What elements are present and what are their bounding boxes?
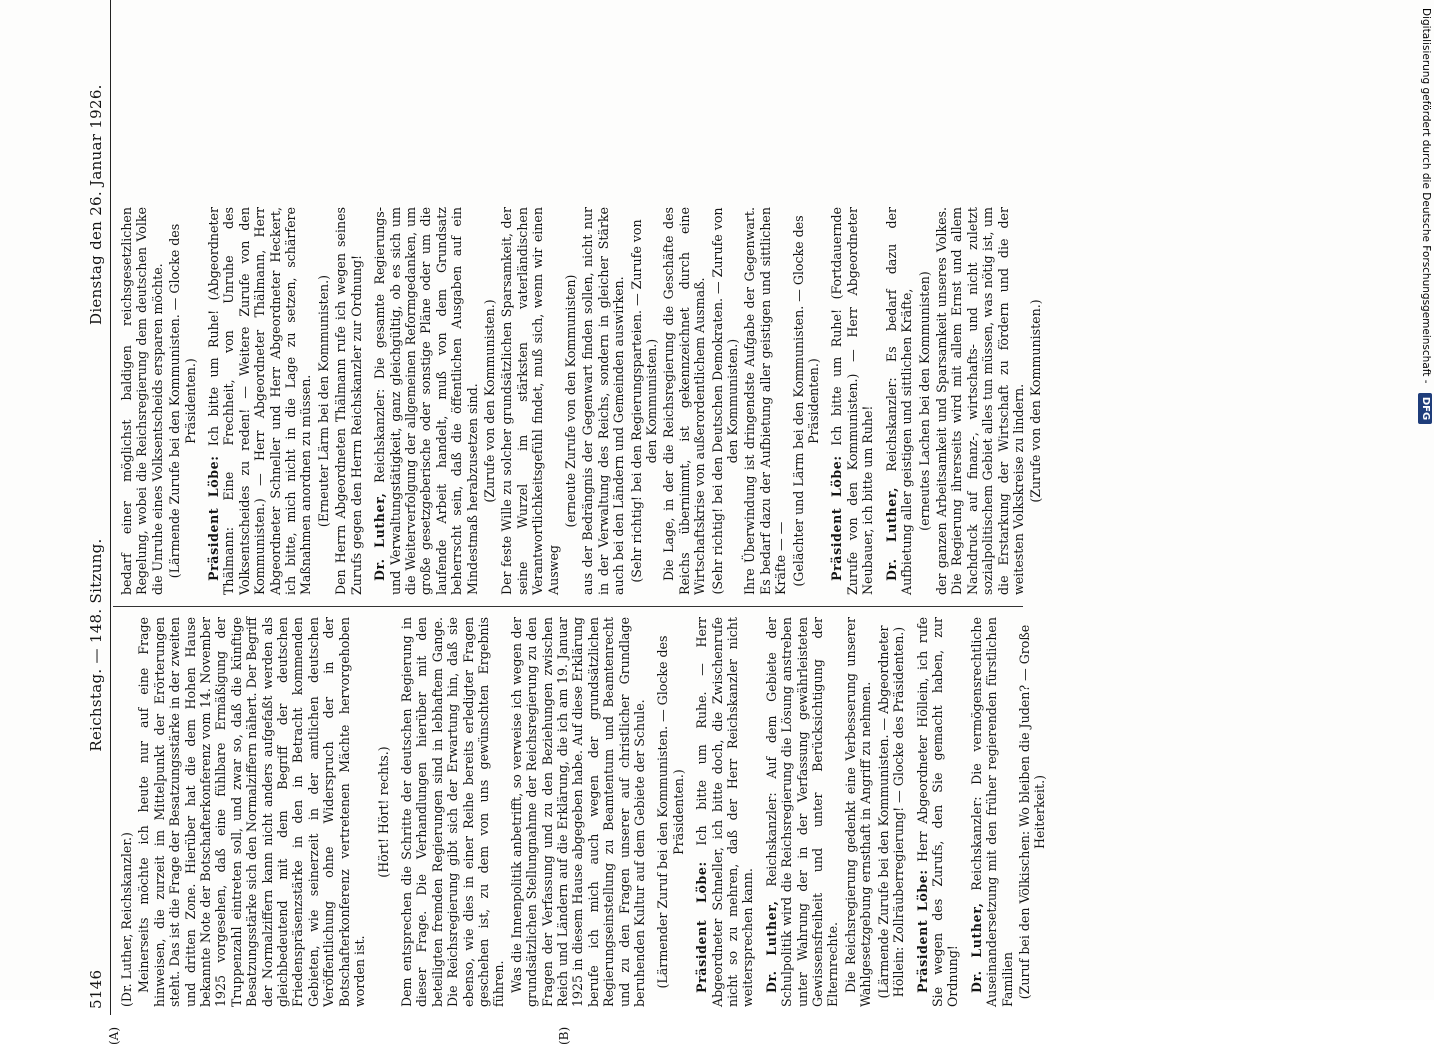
paragraph [655,617,686,1007]
paragraph [764,617,841,1007]
paragraph-text: (Hört! Hört! rechts.) [375,746,391,878]
digitization-credit: Digitalisierung gefördert durch die Deutsche Forschungsgemeinschaft - [1420,8,1432,384]
paragraph [1028,207,1043,595]
speaker-name: Dr. Luther, [372,492,388,581]
paragraph [969,617,1015,1007]
paragraph [876,617,907,1007]
paragraph [499,207,561,595]
paragraph-text: Herr Abgeordneter Höllein, ich rufe Sie wegen des Zurufs, den Sie gemacht haben, zur Ordnung! [914,617,961,1007]
paragraph [482,207,497,595]
page-number: 5146 [87,969,105,1009]
speaker-name: Dr. Luther, [968,902,984,993]
paragraph [376,617,391,1007]
paragraph-text: Reichskanzler: Es bedarf dazu der Aufbietung aller geistigen und sittlichen Kräfte, [883,207,915,595]
margin-marker-b: (B) [557,1026,571,1045]
paragraph-text: (Zurufe von den Kommunisten.) [1028,299,1044,503]
rotated-document-page [87,75,1347,1045]
paragraph [333,207,364,595]
paragraph-text: (Sehr richtig! bei den Deutschen Demokraten. — Zurufe von den Kommunisten.) [709,207,741,595]
margin-marker-a: (A) [107,1026,121,1045]
paragraph [694,617,756,1007]
paragraph [119,617,134,1007]
paragraph-text: Was die Innenpolitik anbetrifft, so verweise ich wegen der grundsätzlichen Stellungnahme der Reichsregierung zu den Fragen der Verfassung und zu den Beziehungen zwischen Reich und Ländern auf die Erklärung, die ich am 19. Januar 1925 in diesem Hause abgegeben habe. Auf diese Erklärung berufe ich mich auch wegen der grundsätzlichen Regierungseinstellung zu Beamtentum und Beamtenrecht und zu den Fragen unserer auf christlicher Grundlage beruhenden Kultur auf dem Gebiete der Schule. [508,617,647,1007]
speaker-name: Dr. Luther, [883,486,899,581]
paragraph-text: (Dr. Luther, Reichskanzler.) [119,832,134,1007]
speaker-name: Präsident Löbe: [914,869,930,993]
paragraph-text: (Zuruf bei den Völkischen: Wo bleiben die Juden? — Große Heiterkeit.) [1016,624,1048,1000]
paragraph [791,207,822,595]
paragraph-text: (Lärmende Zurufe bei den Kommunisten. — Glocke des Präsidenten.) [167,223,198,579]
paragraph [119,207,165,595]
paragraph-text: (Lärmender Zuruf bei den Kommunisten. — Glocke des Präsidenten.) [655,635,686,989]
paragraph-text: der ganzen Arbeitsamkeit und Sparsamkeit unseres Volkes. Die Regierung ihrerseits wird mit allem Ernst und allem Nachdruck auf finanz-, wirtschafts- und nicht zuletzt sozialpolitischem Gebiet alles tun müssen, was nötig ist, um die Erstarkung der Wirtschaft zu fördern und die der weitesten Volkskreise zu lindern. [933,207,1026,595]
session-title: Reichstag. — 148. Sitzung. [87,538,105,752]
paragraph-text: (erneute Zurufe von den Kommunisten) [562,274,578,528]
paragraph [934,207,1026,595]
paragraph [580,207,626,595]
paragraph [915,617,961,1007]
paragraph-text: Ihre Überwindung ist dringendste Aufgabe der Gegenwart. Es bedarf dazu der Aufbietung aller geistigen und sittlichen Kräfte — — [742,207,789,595]
paragraph [843,617,874,1007]
paragraph [399,617,507,1007]
paragraph [563,207,578,595]
paragraph-text: Ich bitte um Ruhe! (Abgeordneter Thälmann: Eine Frechheit, von Unruhe des Volksentscheides zu reden! — Weitere Zurufe von den Kommunisten.) — Herr Abgeordneter Thälmann, Herr Abgeordneter Schneller und Herr Abgeordneter Heckert, ich bitte, mich nicht in die Lage zu setzen, schärfere Maßnahmen anordnen zu müssen. [206,206,314,595]
paragraph-text: (Erneuter Lärm bei den Kommunisten.) [315,274,331,528]
running-head [87,0,109,1015]
paragraph-text: Den Herrn Abgeordneten Thälmann rufe ich wegen seines Zurufs gegen den Herrn Reichskanzler zur Ordnung! [333,207,364,595]
left-text-column [119,617,1050,1007]
paragraph [710,207,741,595]
paragraph [206,207,314,595]
paragraph-text: aus der Bedrängnis der Gegenwart finden sollen, nicht nur in der Verwaltung des Reichs, sondern in gleicher Stärke auch bei den Ländern und Gemeinden auswirken. [580,207,627,595]
paragraph [316,207,331,595]
paragraph [661,207,707,595]
paragraph-text: Reichskanzler: Die gesamte Regierungs- und Verwaltungstätigkeit, ganz gleichgültig, ob es sich um die Weiterverfolgung der allgemeinen Reformgedanken, um große gesetzgeberische oder sonstige Pläne oder um die laufende Arbeit handelt, muß von dem Grundsatz beherrscht sein, daß die öffentlichen Ausgaben auf ein Mindestmaß herabzusetzen sind. [372,207,480,595]
speaker-name: Dr. Luther, [763,900,779,993]
paragraph [829,207,875,595]
paragraph-text: Reichskanzler: Auf dem Gebiete der Schulpolitik wird die Reichsregierung die Lösung anstreben unter Wahrung der in der Verfassung gewährleisteten Gewissensfreiheit und unter Berücksichtigung der Elternrechte. [763,617,841,1007]
paragraph-text: (Sehr richtig! bei den Regierungsparteien. — Zurufe von den Kommunisten.) [628,219,659,583]
paragraph-text: Reichskanzler: Die vermögensrechtliche Auseinandersetzung mit den früher regierenden fürstlichen Familien [968,617,1015,1007]
paragraph-text: (Gelächter und Lärm bei den Kommunisten. — Glocke des Präsidenten.) [790,215,822,587]
paragraph-text: Ich bitte um Ruhe. — Herr Abgeordneter Schneller, ich bitte doch, die Zwischenrufe nicht so zu mehren, daß der Herr Reichskanzler nicht weitersprechen kann. [694,617,756,1007]
paragraph-text: Der feste Wille zu solcher grundsätzlichen Sparsamkeit, der seine Wurzel im stärksten vaterländischen Verantwortlichkeitsgefühl findet, muß sich, wenn wir einen Ausweg [499,207,561,595]
paragraph [372,207,480,595]
paragraph [509,617,648,1007]
dfg-logo: DFG [1418,393,1432,424]
digitization-note [1418,8,1434,998]
paragraph [884,207,915,595]
paragraph [1017,617,1048,1007]
paragraph-text: Die Reichsregierung gedenkt eine Verbesserung unserer Wahlgesetzgebung ernsthaft in Angriff zu nehmen. [842,617,874,1007]
paragraph-text: Die Lage, in der die Reichsregierung die Geschäfte des Reichs übernimmt, ist gekennzeichnet durch eine Wirtschaftskrise von außerordentlichem Ausmaß. [661,207,708,595]
paragraph-text: (erneutes Lachen bei den Kommunisten) [916,271,932,531]
speaker-name: Präsident Löbe: [206,455,222,581]
header-rule [110,0,111,1015]
paragraph [629,207,660,595]
paragraph [742,207,788,595]
paragraph-text: Dem entsprechen die Schritte der deutschen Regierung in dieser Frage. Die Verhandlungen hierüber mit den beteiligten fremden Regierungen sind in lebhaftem Gange. Die Reichsregierung gibt sich der Erwartung hin, daß sie ebenso, wie dies in einer Reihe bereits erledigter Fragen geschehen ist, zu dem von uns gewünschten Ergebnis führen. [398,617,507,1007]
speaker-name: Präsident Löbe: [694,861,710,993]
paragraph [136,617,367,1007]
speaker-name: Präsident Löbe: [829,455,845,581]
session-date: Dienstag den 26. Januar 1926. [87,84,105,325]
column-divider [113,606,1023,607]
paragraph-text: Meinerseits möchte ich heute nur auf eine Frage hinweisen, die zurzeit im Mittelpunkt der Erörterungen steht. Das ist die Frage der Besatzungsstärke in der zweiten und dritten Zone. Hierüber hat die dem Hohen Hause bekannte Note der Botschafterkonferenz vom 14. November 1925 vorgesehen, daß eine fühlbare Ermäßigung der Truppenzahl eintreten soll, und zwar so, daß die künftige Besatzungsstärke sich den Normalziffern nähert. Der Begriff der Normalziffern kann nicht anders aufgefaßt werden als gleichbedeutend mit dem Begriff der deutschen Friedenspräsenzstärke in den in Betracht kommenden Gebieten, wie seinerzeit in der amtlichen deutschen Veröffentlichung ohne Widerspruch der in der Botschafterkonferenz vertretenen Mächte hervorgehoben worden ist. [136,617,368,1007]
right-text-column [119,207,1046,595]
paragraph-text: (Lärmende Zurufe bei den Kommunisten. — Abgeordneter Höllein: Zollräuberregierung! — Glocke des Präsidenten.) [875,625,907,999]
paragraph [167,207,198,595]
paragraph [917,207,932,595]
paragraph-text: bedarf einer möglichst baldigen reichsgesetzlichen Regelung, wobei die Reichsregierung dem deutschen Volke die Unruhe eines Volksentscheids ersparen möchte. [119,207,165,595]
paragraph-text: Ich bitte um Ruhe! (Fortdauernde Zurufe von den Kommunisten.) — Herr Abgeordneter Neubauer, ich bitte um Ruhe! [829,207,876,595]
paragraph-text: (Zurufe von den Kommunisten.) [481,299,497,503]
